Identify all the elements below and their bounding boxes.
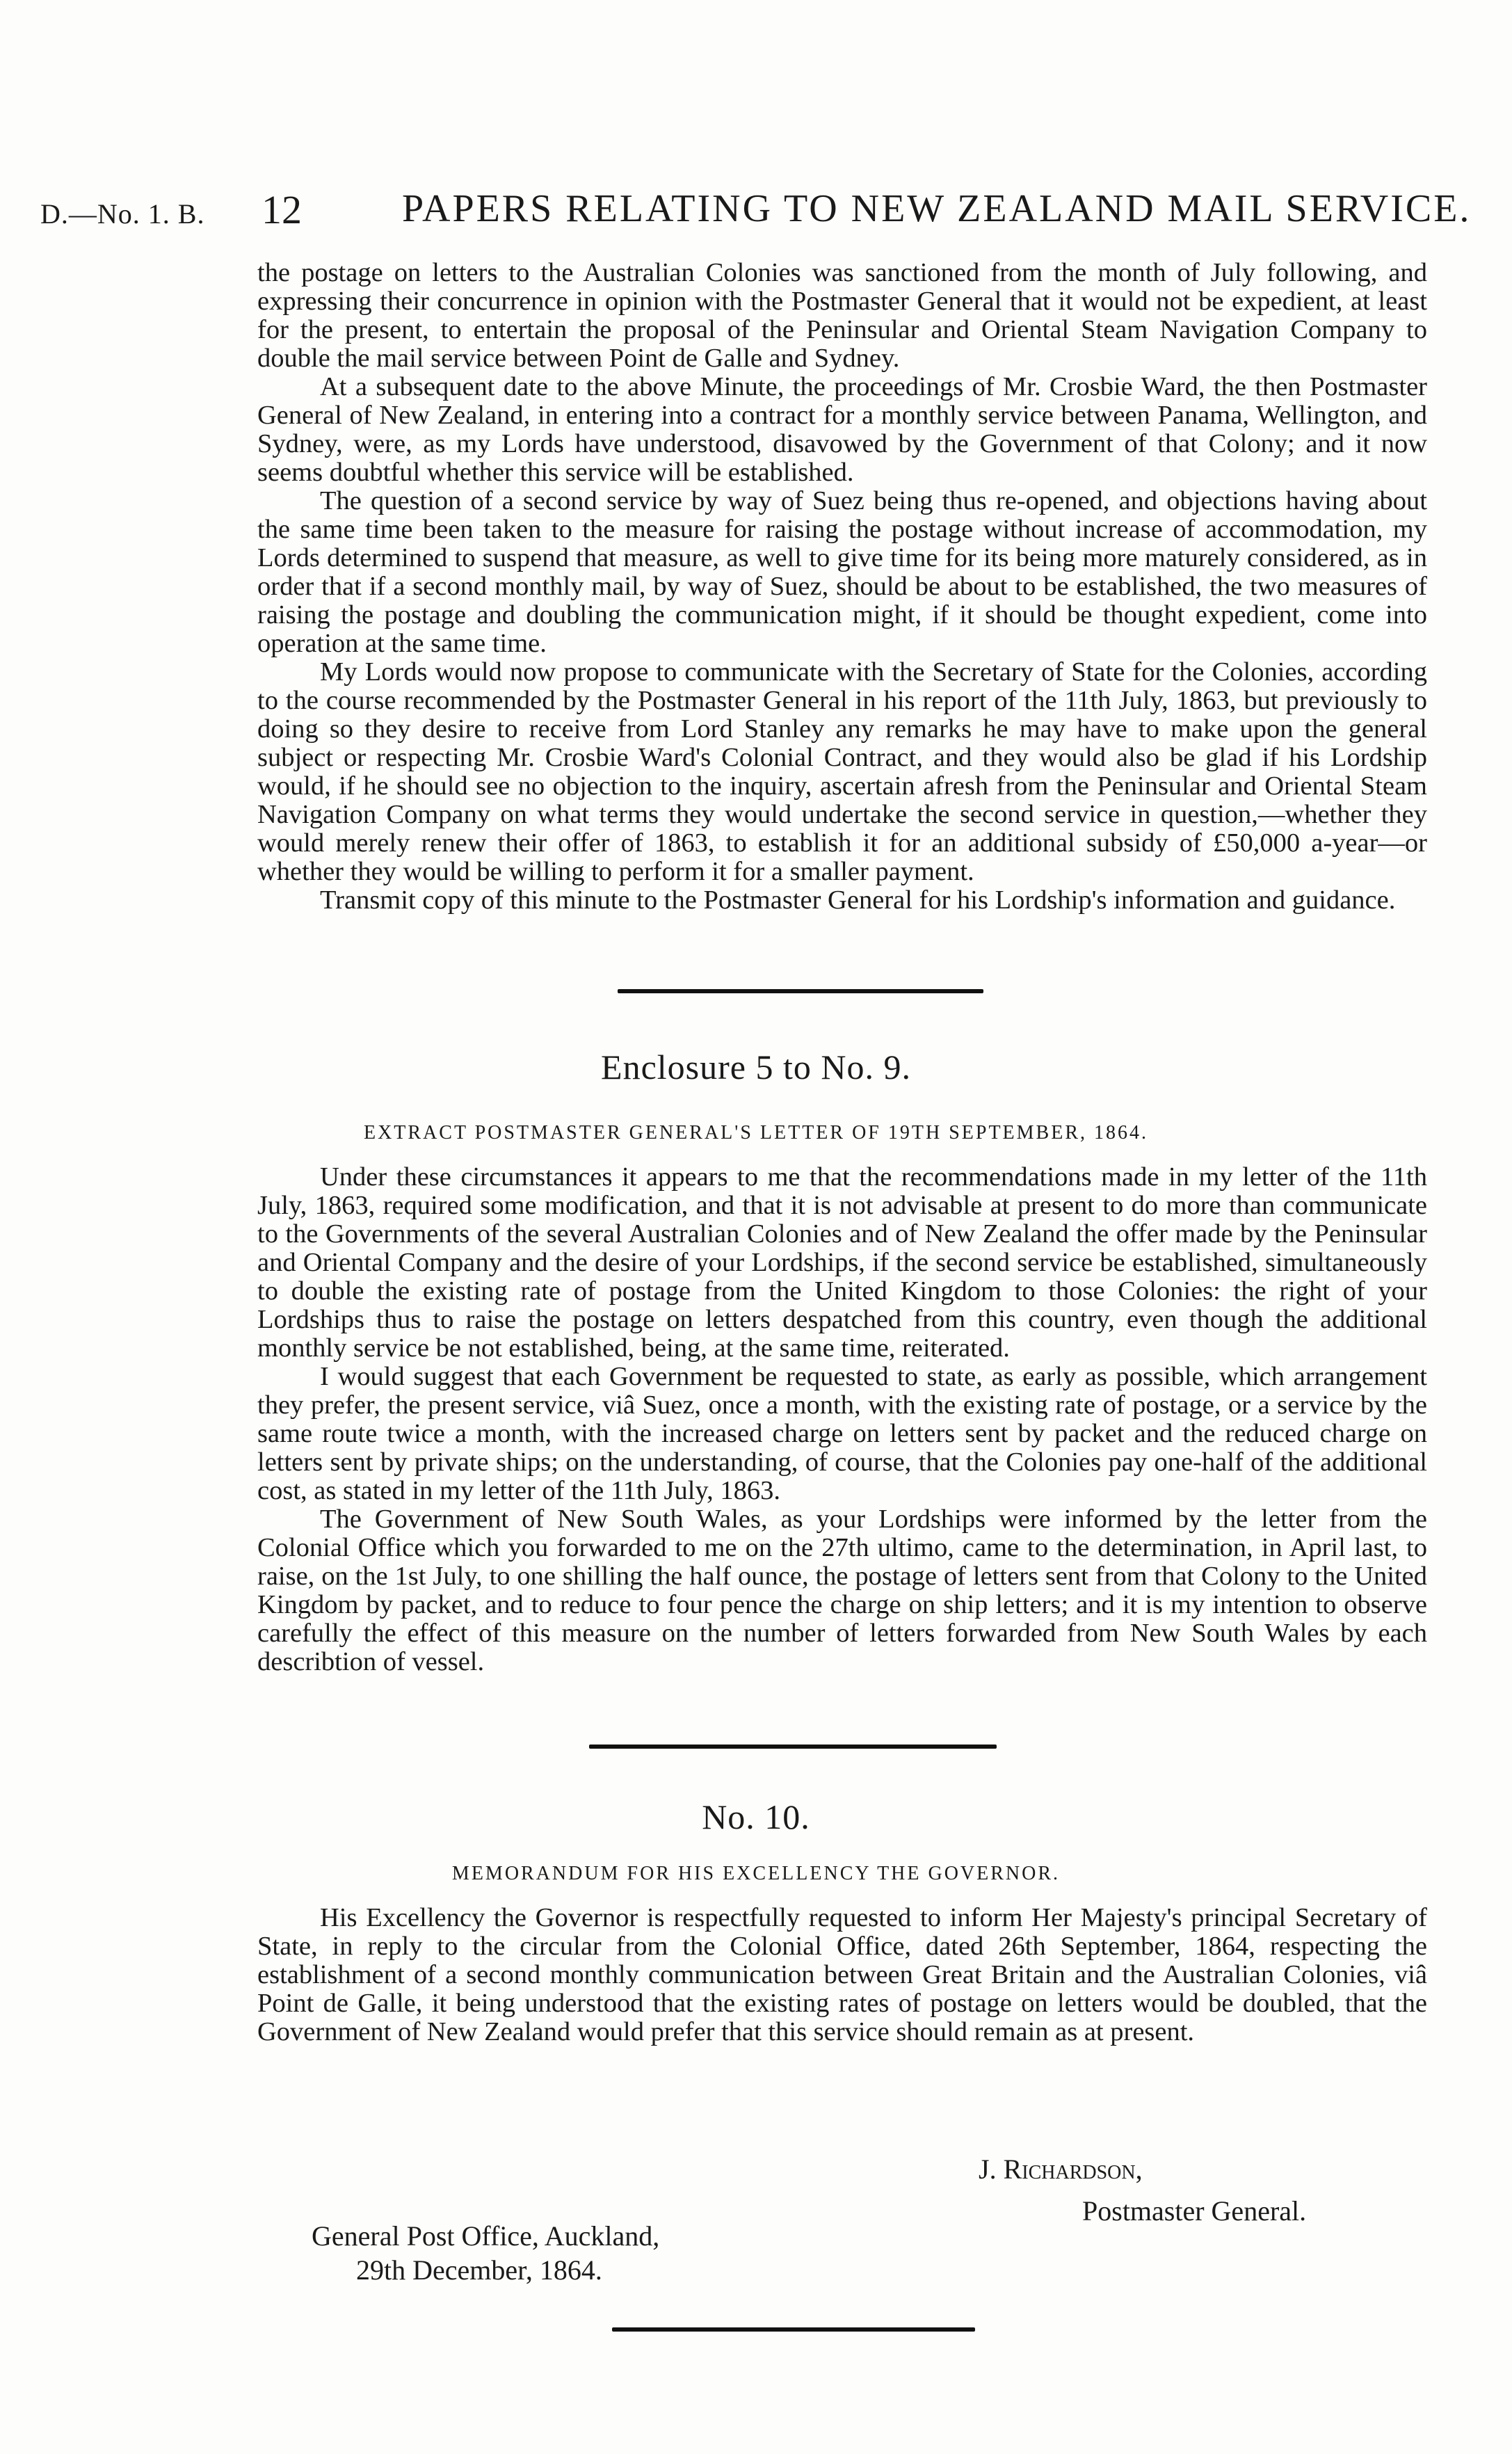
- page-header: [40, 182, 1472, 238]
- paragraph: At a subsequent date to the above Minute, the proceedings of Mr. Crosbie Ward, the then Postmaster General of New Zealand, in entering into a contract for a monthly service between Panama, Wellington, and Sydney, were, as my Lords have understood, disavowed by the Government of that Colony; and it now seems doubtful whether this service will be established.: [257, 372, 1427, 487]
- enclosure-heading: Enclosure 5 to No. 9.: [601, 1048, 911, 1086]
- page-title: PAPERS RELATING TO NEW ZEALAND MAIL SERVICE.: [402, 187, 1472, 230]
- paragraph: The question of a second service by way of Suez being thus re-opened, and objections having about the same time been taken to the measure for raising the postage without increase of accommodation, my Lords determined to suspend that measure, as well to give time for its being more maturely considered, as in order that if a second monthly mail, by way of Suez, should be about to be established, the two measures of raising the postage and doubling the communication might, if it should be thought expedient, come into operation at the same time.: [257, 486, 1427, 658]
- paragraph: Transmit copy of this minute to the Postmaster General for his Lordship's information and guidance.: [320, 885, 1396, 915]
- paragraph: the postage on letters to the Australian Colonies was sanctioned from the month of July following, and expressing their concurrence in opinion with the Postmaster General that it would not be expedient, at least for the present, to entertain the proposal of the Peninsular and Oriental Steam Navigation Company to double the mail service between Point de Galle and Sydney.: [257, 258, 1427, 373]
- signature-name: J. Richardson,: [979, 2154, 1143, 2185]
- section-divider: [589, 1745, 997, 1749]
- enclosure-body: [257, 1163, 1427, 1676]
- minute-continuation: [257, 259, 1427, 915]
- section-divider: [618, 989, 983, 993]
- sender-date: 29th December, 1864.: [356, 2254, 602, 2286]
- page-number: 12: [262, 187, 302, 232]
- sender-place: General Post Office, Auckland,: [312, 2220, 660, 2252]
- paragraph: My Lords would now propose to communicate with the Secretary of State for the Colonies, according to the course recommended by the Postmaster General in his report of the 11th July, 1863, but previously to doing so they desire to receive from Lord Stanley any remarks he may have to make upon the general subject or respecting Mr. Crosbie Ward's Colonial Contract, and they would also be glad if his Lordship would, if he should see no objection to the inquiry, ascertain afresh from the Peninsular and Oriental Steam Navigation Company on what terms they would undertake the second service in question,—whether they would merely renew their offer of 1863, to establish it for an additional subsidy of £50,000 a-year—or whether they would be willing to perform it for a smaller payment.: [257, 657, 1427, 886]
- memorandum-subheading: MEMORANDUM FOR HIS EXCELLENCY THE GOVERNOR.: [451, 1863, 1061, 1884]
- paragraph: Under these circumstances it appears to me that the recommendations made in my letter of the 11th July, 1863, required some modification, and that it is not advisable at present to do more than communicate to the Governments of the several Australian Colonies and of New Zealand the offer made by the Peninsular and Oriental Company and the desire of your Lordships, if the second service be established, simultaneously to double the existing rate of postage from the United Kingdom to those Colonies: the right of your Lordships thus to raise the postage on letters despatched from this country, even though the additional monthly service be not established, being, at the same time, reiterated.: [257, 1162, 1427, 1363]
- paragraph: His Excellency the Governor is respectfully requested to inform Her Majesty's principal Secretary of State, in reply to the circular from the Colonial Office, dated 26th September, 1864, respecting the establishment of a second monthly communication between Great Britain and the Australian Colonies, viâ Point de Galle, it being understood that the existing rates of postage on letters would be doubled, that the Government of New Zealand would prefer that this service should remain as at present.: [257, 1903, 1427, 2046]
- paragraph: The Government of New South Wales, as your Lordships were informed by the letter from the Colonial Office which you forwarded to me on the 27th ultimo, came to the determination, in April last, to raise, on the 1st July, to one shilling the half ounce, the postage of letters sent from that Colony to the United Kingdom by packet, and to reduce to four pence the charge on ship letters; and it is my intention to observe carefully the effect of this measure on the number of letters forwarded from New South Wales by each describtion of vessel.: [257, 1505, 1427, 1676]
- memorandum-body: [257, 1904, 1427, 2046]
- memorandum-number-heading: No. 10.: [702, 1797, 810, 1836]
- paragraph: I would suggest that each Government be requested to state, as early as possible, which arrangement they prefer, the present service, viâ Suez, once a month, with the existing rate of postage, or a service by the same route twice a month, with the increased charge on letters sent by packet and the reduced charge on letters sent by private ships; on the understanding, of course, that the Colonies pay one-half of the additional cost, as stated in my letter of the 11th July, 1863.: [257, 1362, 1427, 1505]
- enclosure-subheading: EXTRACT POSTMASTER GENERAL'S LETTER OF 19TH SEPTEMBER, 1864.: [363, 1122, 1149, 1144]
- section-divider: [612, 2327, 975, 2332]
- signature-title: Postmaster General.: [1082, 2195, 1307, 2227]
- document-reference: D.—No. 1. B.: [40, 198, 205, 230]
